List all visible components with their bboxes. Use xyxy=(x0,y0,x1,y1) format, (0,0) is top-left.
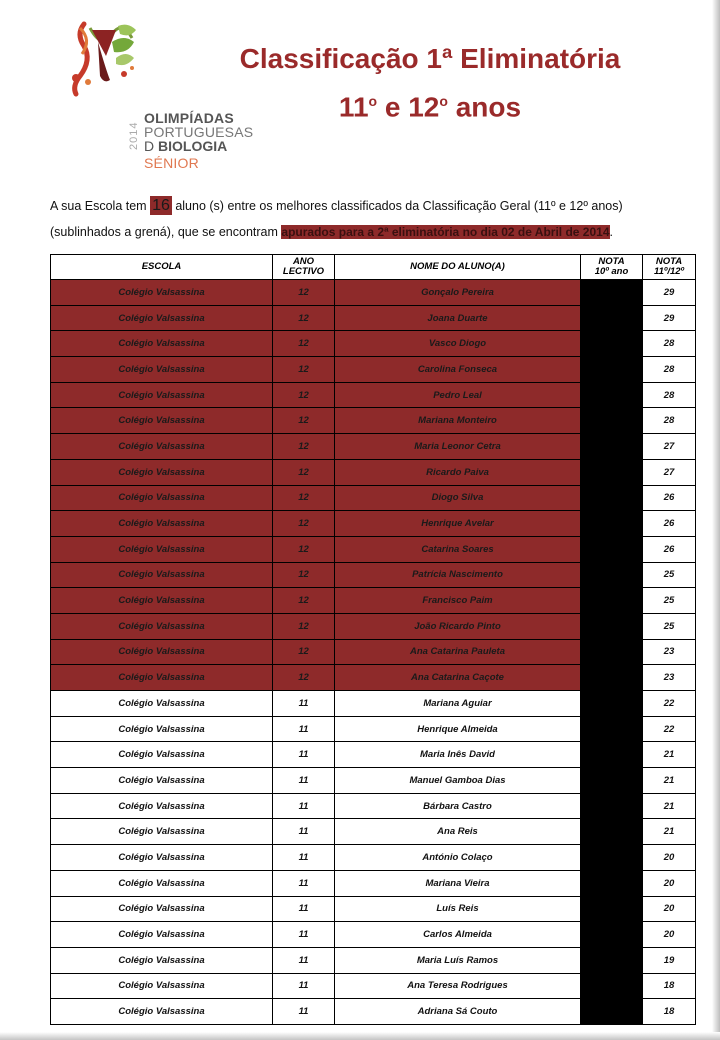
table-row xyxy=(51,434,696,460)
table-row xyxy=(51,947,696,973)
cell-nota-10-redacted xyxy=(581,845,643,871)
cell-nome-aluno: Luís Reis xyxy=(335,896,581,922)
cell-nota-11-12: 29 xyxy=(643,305,696,331)
cell-nome-aluno: Ana Reis xyxy=(335,819,581,845)
cell-escola: Colégio Valsassina xyxy=(51,665,273,691)
qualified-highlight: apurados para a 2ª eliminatória no dia 02 de Abril de 2014 xyxy=(281,225,610,239)
cell-nota-10-redacted xyxy=(581,768,643,794)
cell-nota-10-redacted xyxy=(581,947,643,973)
cell-ano-lectivo: 12 xyxy=(273,305,335,331)
cell-nota-10-redacted xyxy=(581,408,643,434)
cell-nota-10-redacted xyxy=(581,511,643,537)
cell-escola: Colégio Valsassina xyxy=(51,536,273,562)
cell-nome-aluno: Patrícia Nascimento xyxy=(335,562,581,588)
cell-nota-11-12: 27 xyxy=(643,459,696,485)
cell-nota-10-redacted xyxy=(581,639,643,665)
cell-nome-aluno: Catarina Soares xyxy=(335,536,581,562)
cell-nome-aluno: Ricardo Paiva xyxy=(335,459,581,485)
table-row xyxy=(51,408,696,434)
cell-ano-lectivo: 11 xyxy=(273,819,335,845)
cell-nota-10-redacted xyxy=(581,562,643,588)
table-row xyxy=(51,382,696,408)
cell-escola: Colégio Valsassina xyxy=(51,639,273,665)
cell-nota-11-12: 23 xyxy=(643,665,696,691)
logo-line-biologia: D BIOLOGIA xyxy=(144,138,228,154)
table-row xyxy=(51,768,696,794)
cell-nota-11-12: 25 xyxy=(643,588,696,614)
cell-nota-10-redacted xyxy=(581,716,643,742)
cell-nota-11-12: 19 xyxy=(643,947,696,973)
cell-nota-10-redacted xyxy=(581,305,643,331)
cell-nota-11-12: 20 xyxy=(643,922,696,948)
cell-nota-10-redacted xyxy=(581,819,643,845)
cell-ano-lectivo: 11 xyxy=(273,691,335,717)
cell-nome-aluno: Ana Catarina Caçote xyxy=(335,665,581,691)
title-line-1: Classificação 1ª Eliminatória xyxy=(239,43,621,74)
logo-line-senior: SÉNIOR xyxy=(144,155,199,171)
cell-escola: Colégio Valsassina xyxy=(51,305,273,331)
cell-escola: Colégio Valsassina xyxy=(51,434,273,460)
cell-ano-lectivo: 12 xyxy=(273,562,335,588)
cell-escola: Colégio Valsassina xyxy=(51,382,273,408)
results-table xyxy=(50,254,696,1025)
table-row xyxy=(51,511,696,537)
cell-nota-11-12: 28 xyxy=(643,357,696,383)
cell-nome-aluno: Maria Luís Ramos xyxy=(335,947,581,973)
cell-escola: Colégio Valsassina xyxy=(51,768,273,794)
table-row xyxy=(51,357,696,383)
header-nota-11-12: NOTA 11º/12º xyxy=(643,255,696,280)
cell-nota-11-12: 26 xyxy=(643,485,696,511)
cell-ano-lectivo: 12 xyxy=(273,459,335,485)
cell-ano-lectivo: 11 xyxy=(273,716,335,742)
cell-nome-aluno: António Colaço xyxy=(335,845,581,871)
cell-nota-11-12: 25 xyxy=(643,613,696,639)
cell-nome-aluno: Carlos Almeida xyxy=(335,922,581,948)
logo-line-portuguesas: PORTUGUESAS xyxy=(144,124,254,140)
page-edge-shadow-bottom xyxy=(0,1032,720,1040)
table-row xyxy=(51,999,696,1025)
cell-nota-11-12: 26 xyxy=(643,536,696,562)
cell-nome-aluno: Henrique Almeida xyxy=(335,716,581,742)
cell-nota-11-12: 28 xyxy=(643,382,696,408)
cell-nota-11-12: 21 xyxy=(643,742,696,768)
cell-nome-aluno: Joana Duarte xyxy=(335,305,581,331)
cell-escola: Colégio Valsassina xyxy=(51,999,273,1025)
table-row xyxy=(51,305,696,331)
cell-nota-11-12: 25 xyxy=(643,562,696,588)
cell-escola: Colégio Valsassina xyxy=(51,485,273,511)
cell-nota-11-12: 20 xyxy=(643,896,696,922)
cell-nota-11-12: 20 xyxy=(643,870,696,896)
cell-escola: Colégio Valsassina xyxy=(51,280,273,306)
cell-escola: Colégio Valsassina xyxy=(51,819,273,845)
cell-nome-aluno: Pedro Leal xyxy=(335,382,581,408)
cell-nome-aluno: Diogo Silva xyxy=(335,485,581,511)
qualified-count: 16 xyxy=(152,197,170,214)
dna-leaf-icon xyxy=(62,20,212,110)
cell-nota-11-12: 18 xyxy=(643,973,696,999)
cell-ano-lectivo: 12 xyxy=(273,588,335,614)
cell-nome-aluno: Mariana Monteiro xyxy=(335,408,581,434)
intro-paragraph: A sua Escola tem 16 aluno (s) entre os melhores classificados da Classificação Geral (11º e 12º anos) (sublinhados a grená), que se encontram apurados para a 2ª eliminatória no dia 02 de Abril de 2014. xyxy=(50,197,623,239)
cell-nota-10-redacted xyxy=(581,357,643,383)
cell-ano-lectivo: 12 xyxy=(273,665,335,691)
cell-ano-lectivo: 12 xyxy=(273,639,335,665)
cell-nome-aluno: Ana Catarina Pauleta xyxy=(335,639,581,665)
table-row xyxy=(51,691,696,717)
table-row xyxy=(51,536,696,562)
cell-ano-lectivo: 11 xyxy=(273,870,335,896)
cell-nota-10-redacted xyxy=(581,434,643,460)
cell-ano-lectivo: 11 xyxy=(273,845,335,871)
table-row xyxy=(51,639,696,665)
cell-nome-aluno: Vasco Diogo xyxy=(335,331,581,357)
logo-year: 2014 xyxy=(128,121,140,151)
cell-ano-lectivo: 12 xyxy=(273,511,335,537)
cell-nota-10-redacted xyxy=(581,536,643,562)
cell-ano-lectivo: 11 xyxy=(273,999,335,1025)
olympiad-logo xyxy=(62,20,254,171)
cell-nota-11-12: 20 xyxy=(643,845,696,871)
cell-nota-11-12: 26 xyxy=(643,511,696,537)
cell-escola: Colégio Valsassina xyxy=(51,845,273,871)
cell-ano-lectivo: 12 xyxy=(273,613,335,639)
table-row xyxy=(51,819,696,845)
cell-escola: Colégio Valsassina xyxy=(51,562,273,588)
table-row xyxy=(51,588,696,614)
cell-nome-aluno: Manuel Gamboa Dias xyxy=(335,768,581,794)
cell-nota-10-redacted xyxy=(581,382,643,408)
title-line-2: 11$^o$ e 12$^o$ anos xyxy=(338,91,522,123)
cell-escola: Colégio Valsassina xyxy=(51,896,273,922)
cell-nota-11-12: 18 xyxy=(643,999,696,1025)
cell-nota-11-12: 22 xyxy=(643,691,696,717)
cell-ano-lectivo: 12 xyxy=(273,331,335,357)
cell-nota-10-redacted xyxy=(581,280,643,306)
cell-escola: Colégio Valsassina xyxy=(51,331,273,357)
cell-nome-aluno: Maria Inês David xyxy=(335,742,581,768)
cell-nota-10-redacted xyxy=(581,973,643,999)
cell-nota-11-12: 21 xyxy=(643,768,696,794)
cell-nome-aluno: Mariana Vieira xyxy=(335,870,581,896)
cell-nota-11-12: 22 xyxy=(643,716,696,742)
cell-ano-lectivo: 12 xyxy=(273,280,335,306)
cell-escola: Colégio Valsassina xyxy=(51,613,273,639)
cell-nota-10-redacted xyxy=(581,896,643,922)
cell-nota-10-redacted xyxy=(581,331,643,357)
cell-nota-10-redacted xyxy=(581,922,643,948)
cell-nota-11-12: 23 xyxy=(643,639,696,665)
cell-ano-lectivo: 11 xyxy=(273,768,335,794)
table-row xyxy=(51,896,696,922)
cell-nota-11-12: 27 xyxy=(643,434,696,460)
cell-escola: Colégio Valsassina xyxy=(51,691,273,717)
cell-nome-aluno: João Ricardo Pinto xyxy=(335,613,581,639)
logo-line-olimpiadas: OLIMPÍADAS xyxy=(144,110,234,126)
cell-nome-aluno: Mariana Aguiar xyxy=(335,691,581,717)
cell-nome-aluno: Carolina Fonseca xyxy=(335,357,581,383)
table-row xyxy=(51,280,696,306)
cell-ano-lectivo: 11 xyxy=(273,947,335,973)
table-row xyxy=(51,613,696,639)
header-escola: ESCOLA xyxy=(51,255,273,280)
header-nome-aluno: NOME DO ALUNO(A) xyxy=(335,255,581,280)
cell-nome-aluno: Gonçalo Pereira xyxy=(335,280,581,306)
cell-nota-11-12: 21 xyxy=(643,819,696,845)
cell-escola: Colégio Valsassina xyxy=(51,922,273,948)
cell-nome-aluno: Adriana Sá Couto xyxy=(335,999,581,1025)
cell-nota-11-12: 28 xyxy=(643,331,696,357)
cell-ano-lectivo: 12 xyxy=(273,536,335,562)
cell-nota-10-redacted xyxy=(581,485,643,511)
cell-nome-aluno: Francisco Paim xyxy=(335,588,581,614)
table-row xyxy=(51,665,696,691)
cell-nome-aluno: Maria Leonor Cetra xyxy=(335,434,581,460)
table-row xyxy=(51,716,696,742)
table-row xyxy=(51,742,696,768)
cell-nome-aluno: Henrique Avelar xyxy=(335,511,581,537)
cell-escola: Colégio Valsassina xyxy=(51,973,273,999)
table-row xyxy=(51,562,696,588)
cell-nota-10-redacted xyxy=(581,742,643,768)
cell-nota-10-redacted xyxy=(581,870,643,896)
cell-ano-lectivo: 11 xyxy=(273,896,335,922)
table-row xyxy=(51,331,696,357)
cell-nota-10-redacted xyxy=(581,999,643,1025)
header-ano-lectivo: ANO LECTIVO xyxy=(273,255,335,280)
cell-ano-lectivo: 12 xyxy=(273,434,335,460)
table-row xyxy=(51,922,696,948)
cell-ano-lectivo: 11 xyxy=(273,973,335,999)
cell-escola: Colégio Valsassina xyxy=(51,511,273,537)
cell-ano-lectivo: 11 xyxy=(273,793,335,819)
cell-escola: Colégio Valsassina xyxy=(51,716,273,742)
cell-ano-lectivo: 12 xyxy=(273,408,335,434)
cell-ano-lectivo: 11 xyxy=(273,742,335,768)
cell-nota-10-redacted xyxy=(581,691,643,717)
cell-escola: Colégio Valsassina xyxy=(51,408,273,434)
page-title xyxy=(210,38,650,128)
cell-nota-10-redacted xyxy=(581,613,643,639)
table-row xyxy=(51,845,696,871)
cell-nota-10-redacted xyxy=(581,588,643,614)
cell-ano-lectivo: 12 xyxy=(273,485,335,511)
cell-nome-aluno: Bárbara Castro xyxy=(335,793,581,819)
cell-escola: Colégio Valsassina xyxy=(51,742,273,768)
page-edge-shadow-right xyxy=(712,0,720,1040)
cell-nota-11-12: 29 xyxy=(643,280,696,306)
header-nota-10: NOTA 10º ano xyxy=(581,255,643,280)
cell-nota-10-redacted xyxy=(581,793,643,819)
table-row xyxy=(51,973,696,999)
cell-escola: Colégio Valsassina xyxy=(51,588,273,614)
table-row xyxy=(51,870,696,896)
cell-nome-aluno: Ana Teresa Rodrigues xyxy=(335,973,581,999)
cell-ano-lectivo: 12 xyxy=(273,357,335,383)
cell-escola: Colégio Valsassina xyxy=(51,459,273,485)
table-header-row xyxy=(51,255,696,280)
cell-escola: Colégio Valsassina xyxy=(51,947,273,973)
cell-ano-lectivo: 11 xyxy=(273,922,335,948)
cell-nota-10-redacted xyxy=(581,459,643,485)
table-row xyxy=(51,485,696,511)
table-row xyxy=(51,793,696,819)
cell-escola: Colégio Valsassina xyxy=(51,793,273,819)
cell-ano-lectivo: 12 xyxy=(273,382,335,408)
cell-nota-10-redacted xyxy=(581,665,643,691)
cell-escola: Colégio Valsassina xyxy=(51,357,273,383)
cell-nota-11-12: 28 xyxy=(643,408,696,434)
cell-nota-11-12: 21 xyxy=(643,793,696,819)
cell-escola: Colégio Valsassina xyxy=(51,870,273,896)
table-row xyxy=(51,459,696,485)
